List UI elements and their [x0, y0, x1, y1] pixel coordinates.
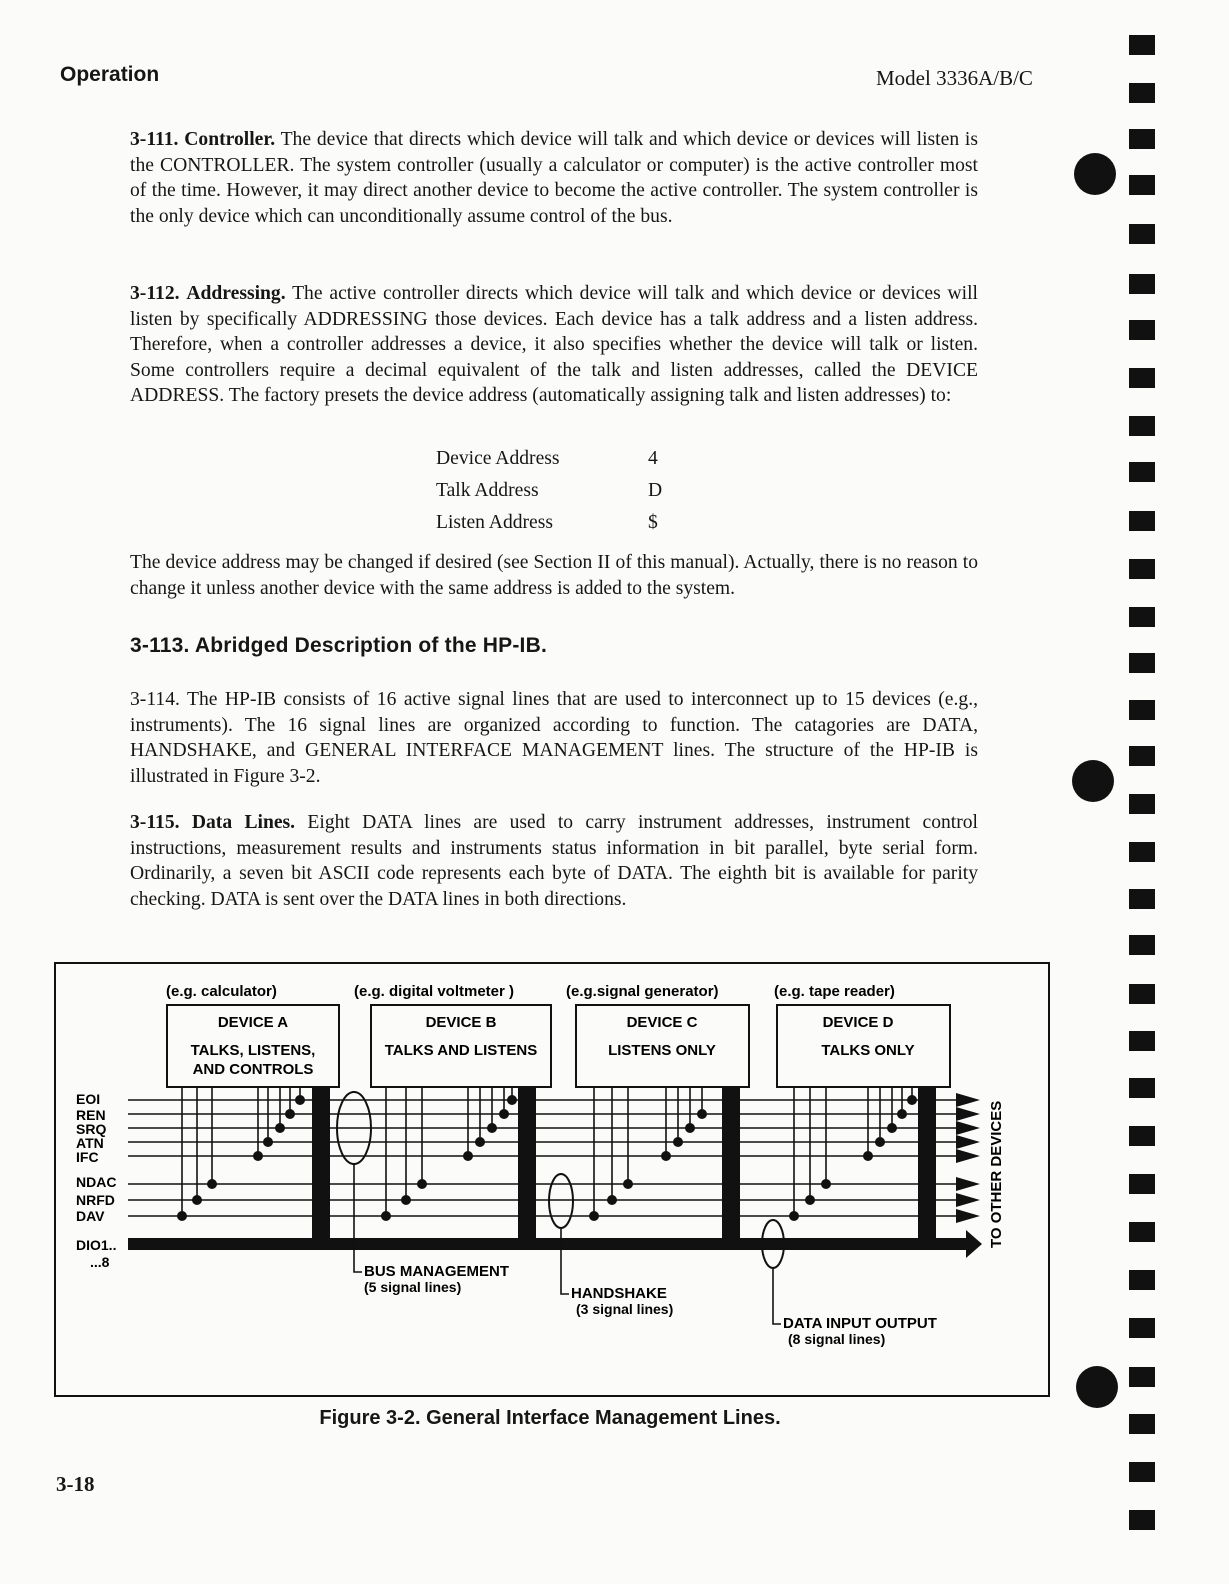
address-row-listen	[436, 512, 658, 534]
address-row-device	[436, 448, 658, 470]
address-value: $	[648, 512, 658, 533]
device-d-box	[777, 1005, 950, 1087]
address-label: Listen Address	[436, 512, 554, 533]
paragraph-number: 3-111.	[130, 129, 179, 150]
device-b-name: DEVICE B	[425, 1014, 497, 1031]
device-a-name: DEVICE A	[217, 1014, 289, 1031]
header-model: Model 3336A/B/C	[876, 66, 1033, 90]
signal-label-srq: SRQ	[76, 1121, 107, 1137]
page-number: 3-18	[56, 1472, 95, 1496]
section-heading-3-113: 3-113. Abridged Description of the HP-IB.	[130, 634, 547, 657]
device-b-box	[371, 1005, 551, 1087]
device-thin-connections	[182, 1087, 912, 1216]
device-a-role-line2: AND CONTROLS	[192, 1061, 314, 1078]
address-label: Device Address	[436, 448, 560, 469]
device-a-role-line1: TALKS, LISTENS,	[190, 1042, 316, 1059]
device-c-example: (e.g.signal generator)	[566, 983, 719, 1000]
paragraph-number: 3-115.	[130, 812, 180, 833]
paragraph-title: Data Lines.	[191, 812, 296, 833]
data-io-label: DATA INPUT OUTPUT	[783, 1315, 937, 1332]
bus-management-count: (5 signal lines)	[364, 1279, 462, 1295]
signal-lines	[128, 1100, 959, 1216]
signal-label-dav: DAV	[76, 1208, 105, 1224]
device-c-name: DEVICE C	[626, 1014, 698, 1031]
to-other-devices-label: TO OTHER DEVICES	[988, 1100, 1005, 1248]
data-label-2: ...8	[90, 1254, 110, 1270]
paragraph-3-112	[130, 281, 978, 409]
address-value: D	[648, 480, 663, 501]
data-io-count: (8 signal lines)	[788, 1331, 886, 1347]
data-bus-arrow	[966, 1230, 982, 1258]
signal-label-ifc: IFC	[76, 1149, 99, 1165]
figure-hpib-structure	[54, 962, 1050, 1403]
signal-label-atn: ATN	[76, 1135, 104, 1151]
device-d-name: DEVICE D	[822, 1014, 894, 1031]
paragraph-3-114	[130, 687, 978, 789]
device-c-box	[576, 1005, 749, 1087]
paragraph-after-table: The device address may be changed if desired (see Section II of this manual). Actually, there is no reason to change it unless another device with the same address is added to the system.	[130, 552, 978, 599]
data-label-1: DIO1..	[76, 1237, 117, 1253]
bus-management-label: BUS MANAGEMENT	[364, 1263, 509, 1280]
paragraph-title: Addressing.	[186, 283, 286, 304]
paragraph-text: Eight DATA lines are used to carry instrument addresses, instrument control instructions, measurement results and instruments status information in bit parallel, byte serial form. Ordinarily, a seven bit ASCII code represents each byte of DATA. The eighth bit is available for parity checking. DATA is sent over the DATA lines in both directions.	[130, 812, 979, 910]
figure-caption: Figure 3-2. General Interface Management Lines.	[319, 1407, 781, 1429]
hpib-diagram	[54, 962, 1050, 1398]
address-label: Talk Address	[436, 480, 539, 501]
header-section-title: Operation	[60, 63, 160, 86]
device-a-example: (e.g. calculator)	[166, 983, 277, 1000]
handshake-label: HANDSHAKE	[571, 1285, 667, 1302]
device-a-box	[167, 1005, 339, 1087]
device-b-example: (e.g. digital voltmeter )	[354, 983, 515, 1000]
signal-label-eoi: EOI	[76, 1091, 101, 1107]
paragraph-number: 3-112.	[130, 283, 180, 304]
address-value: 4	[648, 448, 658, 469]
signal-label-ndac: NDAC	[76, 1174, 117, 1190]
device-d-example: (e.g. tape reader)	[774, 983, 895, 1000]
paragraph-text: The active controller directs which device will talk and which device or devices will listen by specifically ADDRESSING those devices. Each device has a talk address and a listen address. Therefore, when a controller addresses a device, it also specifies whether the device will talk or listen. Some controllers require a decimal equivalent of the talk and listen addresses, called the DEVICE ADDRESS. The factory presets the device address (automatically assigning talk and listen addresses) to:	[130, 283, 978, 407]
paragraph-text: The device that directs which device will talk and which device or devices will listen is the CONTROLLER. The system controller (usually a calculator or computer) is the active controller most of the time. However, it may direct another device to become the active controller. The system controller is the only device which can unconditionally assume control of the bus.	[130, 129, 978, 227]
handshake-ellipse	[549, 1174, 573, 1228]
paragraph-text: 3-114. The HP-IB consists of 16 active signal lines that are used to interconnect up to 15 devices (e.g., instruments). The 16 signal lines are organized according to function. The catagories are DATA, HANDSHAKE, and GENERAL INTERFACE MANAGEMENT lines. The structure of the HP-IB is illustrated in Figure 3-2.	[130, 689, 978, 787]
paragraph-3-115	[130, 810, 978, 912]
device-c-role: LISTENS ONLY	[608, 1042, 716, 1059]
paragraph-title: Controller.	[184, 129, 276, 150]
paragraph-3-111	[130, 127, 978, 229]
address-row-talk	[436, 480, 663, 502]
signal-labels	[76, 1091, 116, 1270]
device-b-role: TALKS AND LISTENS	[384, 1042, 538, 1059]
signal-label-nrfd: NRFD	[76, 1192, 115, 1208]
to-other-devices-arrows	[956, 1093, 980, 1223]
handshake-count: (3 signal lines)	[576, 1301, 674, 1317]
data-bus	[128, 1238, 970, 1250]
signal-label-ren: REN	[76, 1107, 106, 1123]
device-d-role: TALKS ONLY	[821, 1042, 915, 1059]
